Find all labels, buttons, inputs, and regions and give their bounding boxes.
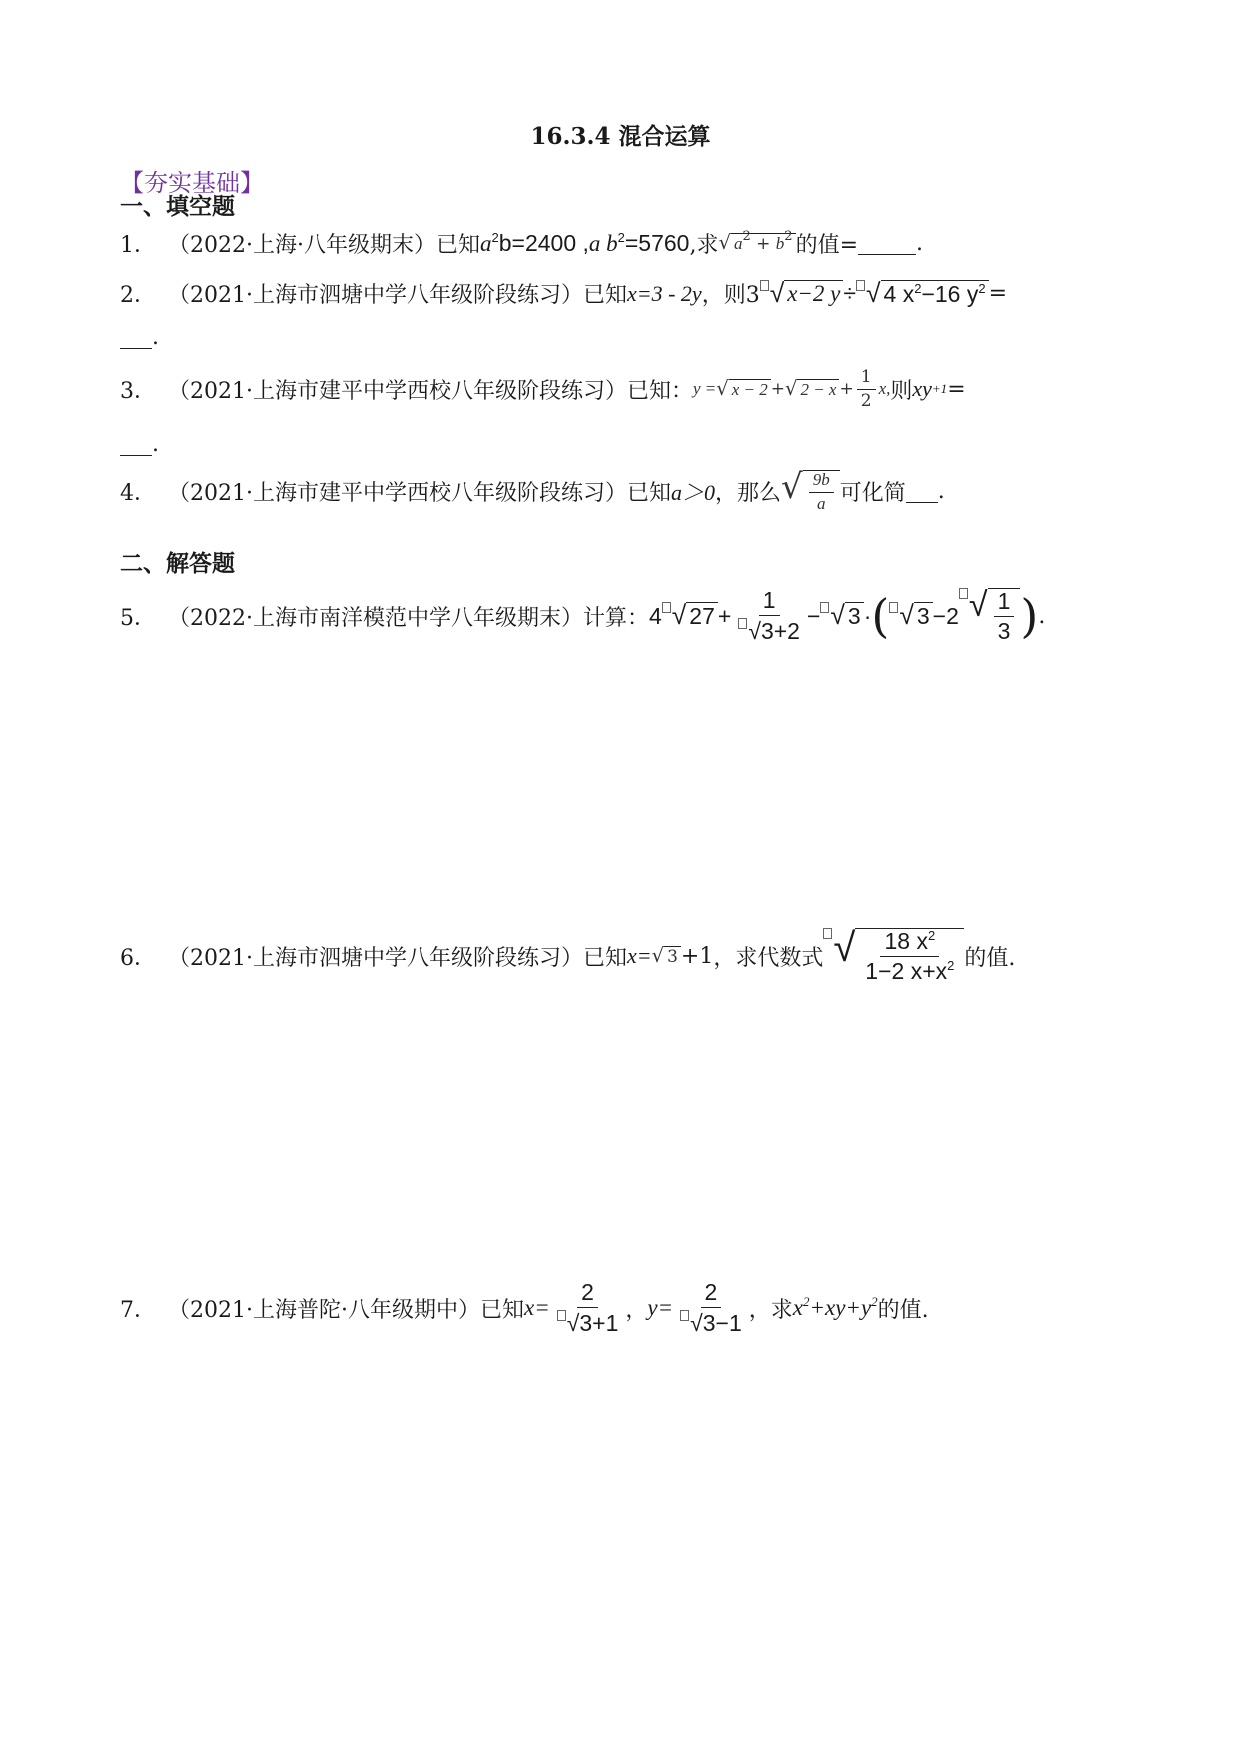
section-answer-heading: 二、解答题 [120,550,235,577]
question-1: 1． （2022·上海·八年级期末）已知 $a^2b=2400$ ,a $b^2=5760$ ,求 √ $a^2 + b^2$ 的值= . [120,229,923,258]
radical: √ $\frac{1}{3}$ [959,588,1020,645]
question-source: （2022·上海市南洋模范中学八年级期末）计算： [168,605,649,631]
question-4: 4． （2021·上海市建平中学西校八年级阶段练习）已知 a＞0 ，那么 √ $\frac{9b}{a}$ 可化简 . [120,467,945,513]
radical: √ 4 $x^2-16$ $y^2$ [856,280,989,308]
question-2: 2． （2021·上海市泗塘中学八年级阶段练习）已知 x=3 - 2y ，则3 √ x−2 y ÷ √ 4 $x^2-16$ $y^2$ = [120,277,1008,308]
question-2-answer-line: . [120,325,159,350]
fraction: $\frac{1}{√3+2}$ [734,588,804,645]
radical: √ 2 − x [785,379,839,400]
radical: √ $\frac{9b}{a}$ [781,470,840,513]
radical: √ $\frac{18 x^2}{1-2 x+x^2}$ [823,928,964,985]
question-source: （2021·上海市泗塘中学八年级阶段练习）已知 [168,945,627,971]
answer-blank[interactable] [120,433,152,456]
question-3: 3． （2021·上海市建平中学西校八年级阶段练习）已知： y = √ x − 2 + √ 2 − x + $\frac{1}{2}$ x, 则 xy +1 = [120,367,966,411]
fraction: $\frac{2}{√3+1}$ [553,1280,623,1337]
radical: √ $a^2 + b^2$ [718,233,795,254]
radical: √ x − 2 [716,379,770,400]
question-source: （2021·上海市建平中学西校八年级阶段练习）已知 [168,481,671,507]
page-title: 16.3.4 混合运算 [530,123,711,150]
fraction: $\frac{2}{√3-1}$ [676,1280,746,1337]
question-source: （2021·上海市建平中学西校八年级阶段练习）已知： [168,378,693,404]
radical: √ 27 [662,602,718,630]
question-5: 5． （2022·上海市南洋模范中学八年级期末）计算： 4 √ 27 + $\frac{1}{√3+2}$ − √ 3 · ( √ 3 −2 √ $\frac{1}{3}$ ) . [120,586,1046,645]
question-source: （2021·上海市泗塘中学八年级阶段练习）已知 [168,283,627,308]
question-source: （2021·上海普陀·八年级期中）已知 [168,1297,524,1323]
fraction: $\frac{1}{2}$ [857,368,876,410]
radical: √ 3 [889,602,932,630]
answer-blank[interactable] [858,232,916,255]
answer-blank[interactable] [120,326,152,349]
answer-blank[interactable] [906,480,938,503]
section-fill-heading: 一、填空题 [120,193,235,220]
radical: √ 3 [820,602,863,630]
section-tag: 【夯实基础】 [120,169,264,197]
question-6: 6． （2021·上海市泗塘中学八年级阶段练习）已知 x= √ 3 +1 ，求代数式 √ $\frac{18 x^2}{1-2 x+x^2}$ 的值. [120,926,1016,985]
question-7: 7． （2021·上海普陀·八年级期中）已知 x= $\frac{2}{√3+1}$ ， y= $\frac{2}{√3-1}$ ，求 $x^2+xy+y^2$ 的值. [120,1279,929,1337]
question-source: （2022·上海·八年级期末）已知 [168,233,480,258]
radical: √ 3 [652,946,681,967]
question-3-answer-line: . [120,432,159,457]
radical: √ x−2 y [760,280,844,307]
